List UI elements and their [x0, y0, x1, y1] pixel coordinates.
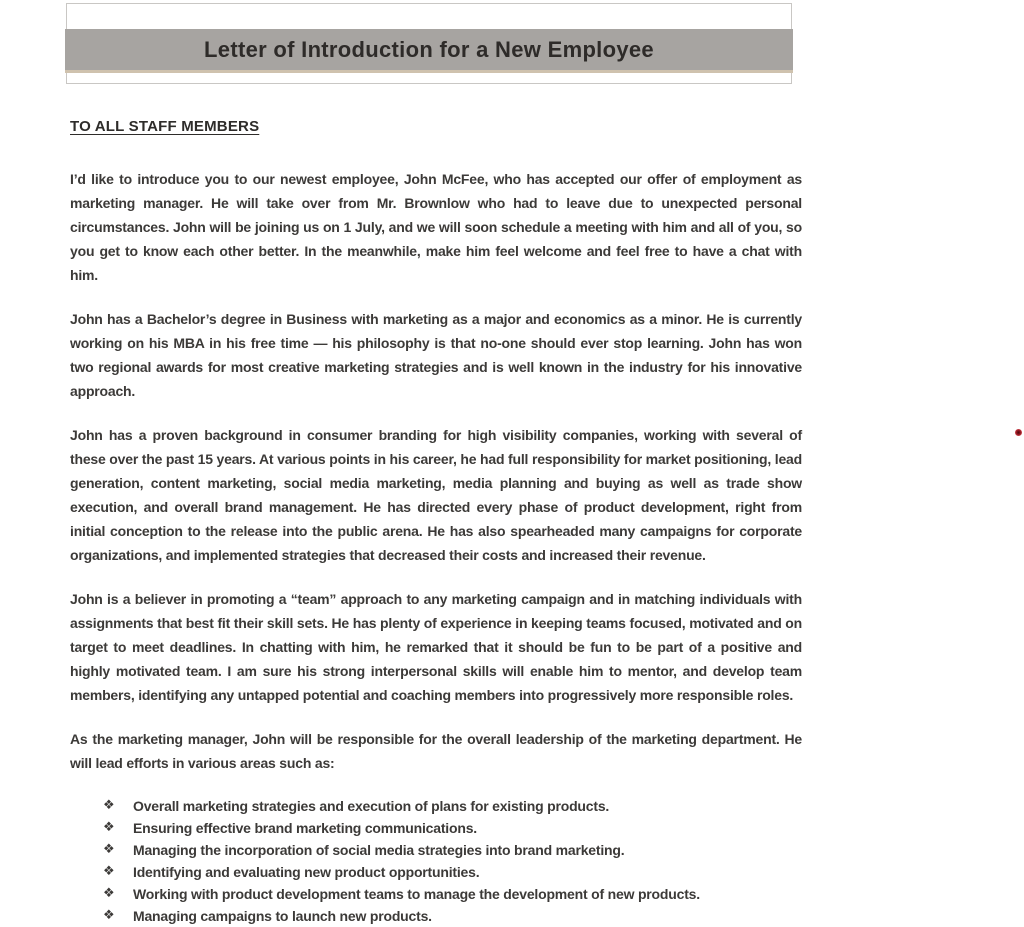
- list-item: [70, 839, 802, 861]
- list-item-text: Ensuring effective brand marketing communications.: [133, 820, 477, 836]
- list-item-text: Identifying and evaluating new product opportunities.: [133, 864, 480, 880]
- list-item: [70, 795, 802, 817]
- list-item: [70, 861, 802, 883]
- diamond-bullet-icon: ❖: [103, 842, 115, 857]
- salutation-heading: TO ALL STAFF MEMBERS: [70, 118, 260, 135]
- diamond-bullet-icon: ❖: [103, 886, 115, 901]
- list-item-text: Overall marketing strategies and execution of plans for existing products.: [133, 798, 610, 814]
- red-bullet-dot: [1015, 429, 1022, 436]
- diamond-bullet-icon: ❖: [103, 798, 115, 813]
- diamond-bullet-icon: ❖: [103, 820, 115, 835]
- list-item: [70, 883, 802, 905]
- paragraph-responsibilities-lead-in: As the marketing manager, John will be responsible for the overall leadership of the marketing department. He will lead efforts in various areas such as:: [70, 731, 802, 771]
- diamond-bullet-icon: ❖: [103, 864, 115, 879]
- paragraph-team-approach: John is a believer in promoting a “team” approach to any marketing campaign and in matching individuals with assignments that best fit their skill sets. He has plenty of experience in keeping teams focused, motivated and on target to meet deadlines. In chatting with him, he remarked that it should be fun to be part of a positive and highly motivated team. I am sure his strong interpersonal skills will enable him to mentor, and develop team members, identifying any untapped potential and coaching members into progressively more responsible roles.: [70, 591, 802, 703]
- responsibilities-list: [70, 795, 802, 927]
- list-item: [70, 905, 802, 927]
- page-title: Letter of Introduction for a New Employee: [204, 37, 654, 62]
- title-banner-box: [66, 3, 792, 84]
- diamond-bullet-icon: ❖: [103, 908, 115, 923]
- paragraph-intro: I’d like to introduce you to our newest employee, John McFee, who has accepted our offer of employment as marketing manager. He will take over from Mr. Brownlow who had to leave due to unexpected personal circumstances. John will be joining us on 1 July, and we will soon schedule a meeting with him and all of you, so you get to know each other better. In the meanwhile, make him feel welcome and feel free to have a chat with him.: [70, 171, 802, 283]
- paragraph-background: John has a proven background in consumer branding for high visibility companies, working with several of these over the past 15 years. At various points in his career, he had full responsibility for market positioning, lead generation, content marketing, social media marketing, media planning and buying as well as trade show execution, and overall brand management. He has directed every phase of product development, right from initial conception to the release into the public arena. He has also spearheaded many campaigns for corporate organizations, and implemented strategies that decreased their costs and increased their revenue.: [70, 427, 802, 563]
- list-item-text: Managing the incorporation of social media strategies into brand marketing.: [133, 842, 625, 858]
- paragraph-education: John has a Bachelor’s degree in Business with marketing as a major and economics as a minor. He is currently working on his MBA in his free time — his philosophy is that no-one should ever stop learning. John has won two regional awards for most creative marketing strategies and is well known in the industry for his innovative approach.: [70, 311, 802, 399]
- title-banner: [65, 29, 793, 73]
- letter-body: [70, 117, 802, 927]
- list-item-text: Managing campaigns to launch new products.: [133, 908, 432, 924]
- list-item-text: Working with product development teams to manage the development of new products.: [133, 886, 700, 902]
